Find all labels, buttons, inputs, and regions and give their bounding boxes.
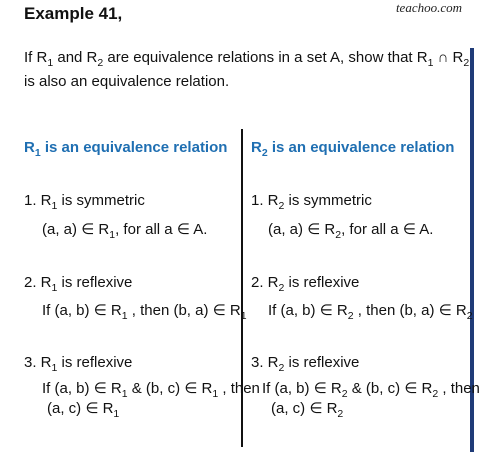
- right-item-1: 1. $R_2$ is symmetric: [251, 192, 372, 212]
- left-item-3-detail-cont: (a, c) ∈ $R_1$: [47, 400, 120, 420]
- left-item-3: 3. $R_1$ is reflexive: [24, 354, 133, 374]
- question-line-2: is also an equivalence relation.: [24, 73, 230, 90]
- column-divider: [241, 129, 243, 447]
- left-item-2-detail: If (a, b) ∈ $R_1$ , then (b, a) ∈ $R_1$: [42, 302, 247, 322]
- left-item-2: 2. $R_1$ is reflexive: [24, 274, 133, 294]
- right-item-2: 2. $R_2$ is reflexive: [251, 274, 360, 294]
- right-heading: $R_2$ is an equivalence relation: [251, 139, 455, 159]
- right-item-3: 3. $R_2$ is reflexive: [251, 354, 360, 374]
- left-item-3-detail: If (a, b) ∈ $R_1$ & (b, c) ∈ $R_1$ , then: [42, 380, 260, 400]
- question-line-1: If $R_1$ and $R_2$ are equivalence relations in a set A, show that $R_1$ ∩ $R_2$: [24, 49, 470, 69]
- right-item-2-detail: If (a, b) ∈ $R_2$ , then (b, a) ∈ $R_2$: [268, 302, 473, 322]
- page-title: Example 41,: [24, 4, 123, 23]
- left-heading: $R_1$ is an equivalence relation: [24, 139, 228, 159]
- site-logo: teachoo.com: [395, 0, 462, 15]
- left-item-1: 1. $R_1$ is symmetric: [24, 192, 145, 212]
- right-item-3-detail: If (a, b) ∈ $R_2$ & (b, c) ∈ $R_2$ , then: [262, 380, 480, 400]
- left-item-1-detail: (a, a) ∈ $R_1$, for all a ∈ A.: [42, 221, 208, 241]
- right-item-1-detail: (a, a) ∈ $R_2$, for all a ∈ A.: [268, 221, 434, 241]
- right-item-3-detail-cont: (a, c) ∈ $R_2$: [271, 400, 344, 420]
